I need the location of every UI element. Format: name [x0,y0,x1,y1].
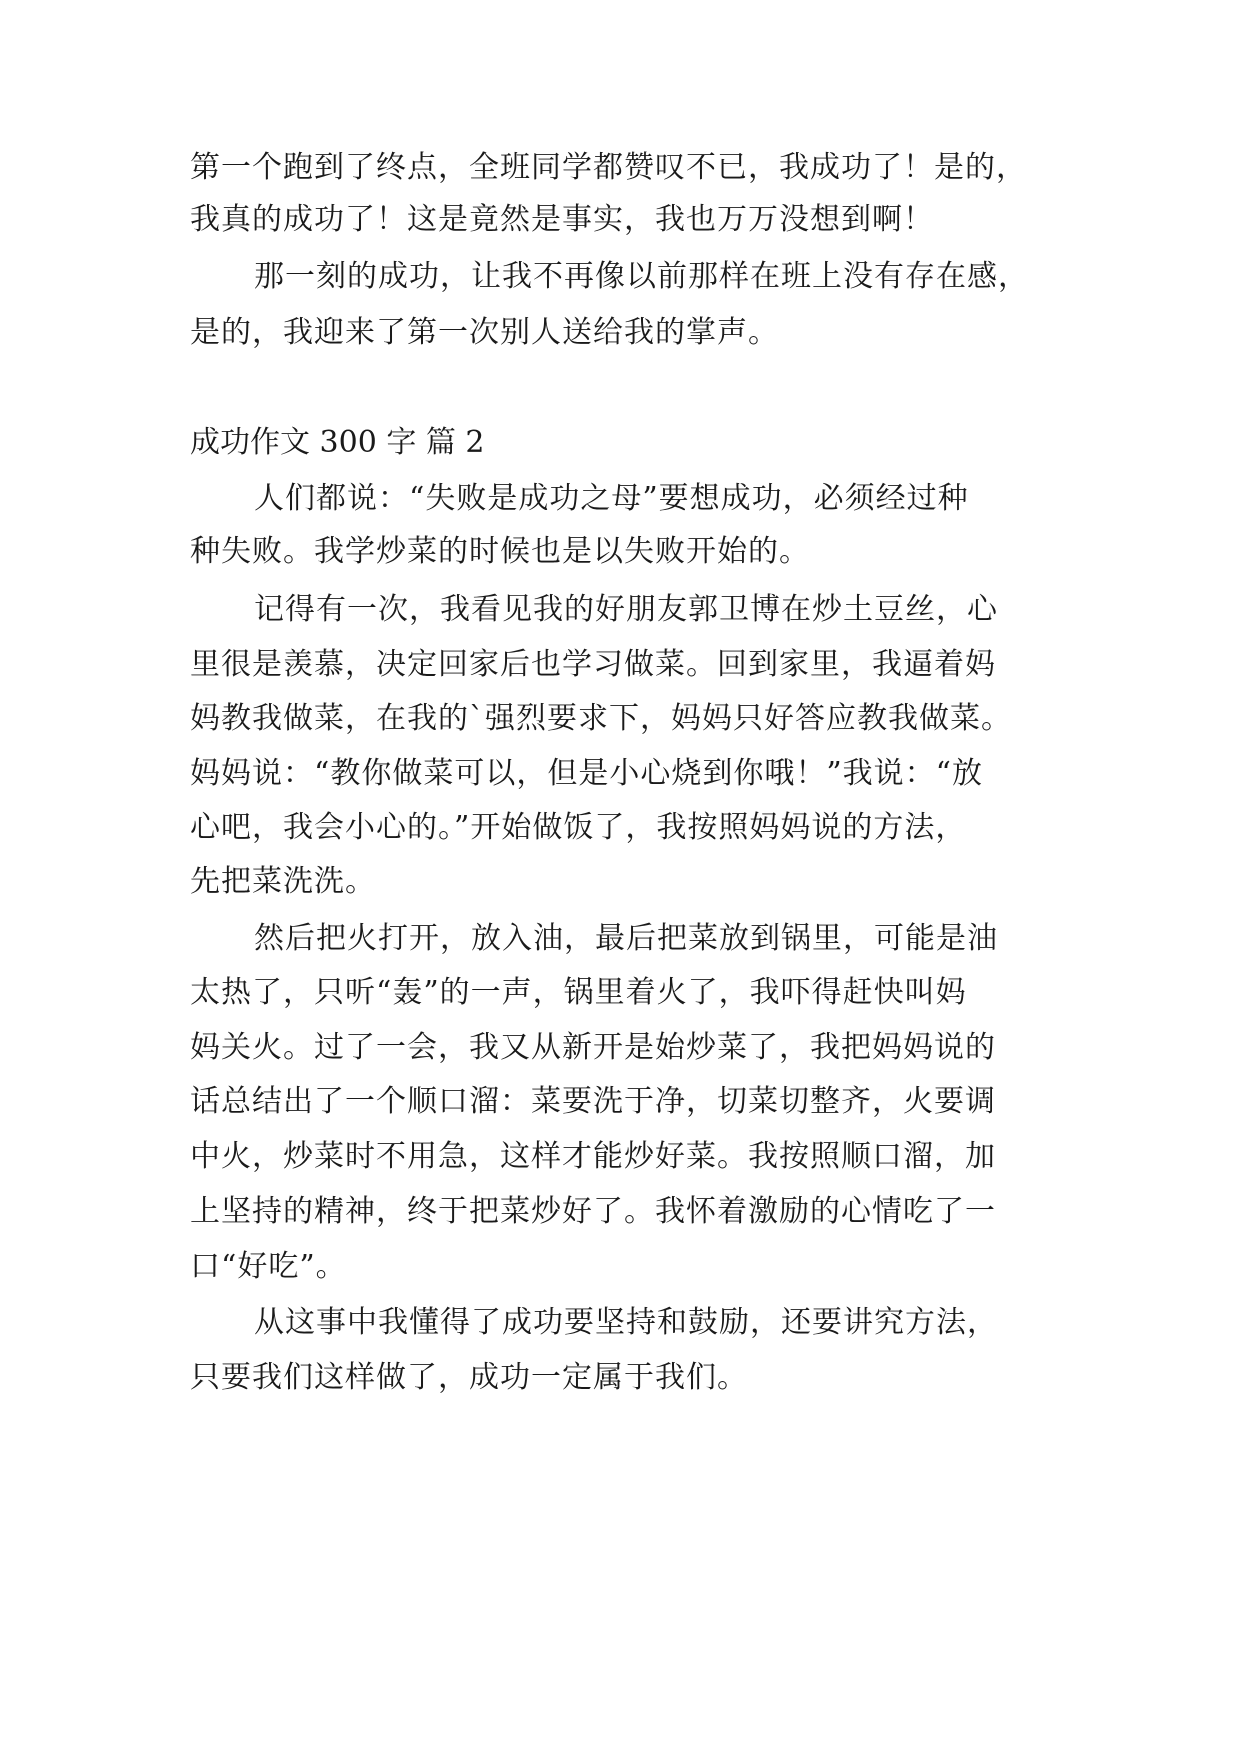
paragraph-start: 然后把火打开，放入油，最后把菜放到锅里，可能是油 [254,921,998,956]
section-title: 成功作文 300 字 篇 2 [190,425,485,460]
paragraph-start: 那一刻的成功，让我不再像以前那样在班上没有存在感， [254,259,1029,294]
text-line: 只要我们这样做了，成功一定属于我们。 [190,1360,748,1395]
text-line: 话总结出了一个顺口溜：菜要洗于净，切菜切整齐，火要调 [190,1084,996,1119]
paragraph-start: 人们都说：“失败是成功之母”要想成功，必须经过种 [254,481,969,516]
text-line: 是的，我迎来了第一次别人送给我的掌声。 [190,315,779,350]
text-line: 我真的成功了！这是竟然是事实，我也万万没想到啊！ [190,202,934,237]
text-line: 口“好吃”。 [190,1249,347,1284]
text-line: 种失败。我学炒菜的时候也是以失败开始的。 [190,534,810,569]
text-line: 妈关火。过了一会，我又从新开是始炒菜了，我把妈妈说的 [190,1030,996,1065]
text-line: 妈妈说：“教你做菜可以，但是小心烧到你哦！”我说：“放 [190,756,984,791]
text-line: 第一个跑到了终点，全班同学都赞叹不已，我成功了！是的， [190,150,1027,185]
text-line: 太热了，只听“轰”的一声，锅里着火了，我吓得赶快叫妈 [190,975,967,1010]
text-line: 先把菜洗洗。 [190,864,376,899]
text-line: 里很是羡慕，决定回家后也学习做菜。回到家里，我逼着妈 [190,647,996,682]
text-line: 中火，炒菜时不用急，这样才能炒好菜。我按照顺口溜，加 [190,1139,996,1174]
text-line: 心吧，我会小心的。”开始做饭了，我按照妈妈说的方法， [190,810,967,845]
text-line: 妈教我做菜，在我的`强烈要求下，妈妈只好答应教我做菜。 [190,701,1012,736]
paragraph-start: 从这事中我懂得了成功要坚持和鼓励，还要讲究方法， [254,1305,998,1340]
paragraph-start: 记得有一次，我看见我的好朋友郭卫博在炒土豆丝，心 [254,592,998,627]
text-line: 上坚持的精神，终于把菜炒好了。我怀着激励的心情吃了一 [190,1194,996,1229]
